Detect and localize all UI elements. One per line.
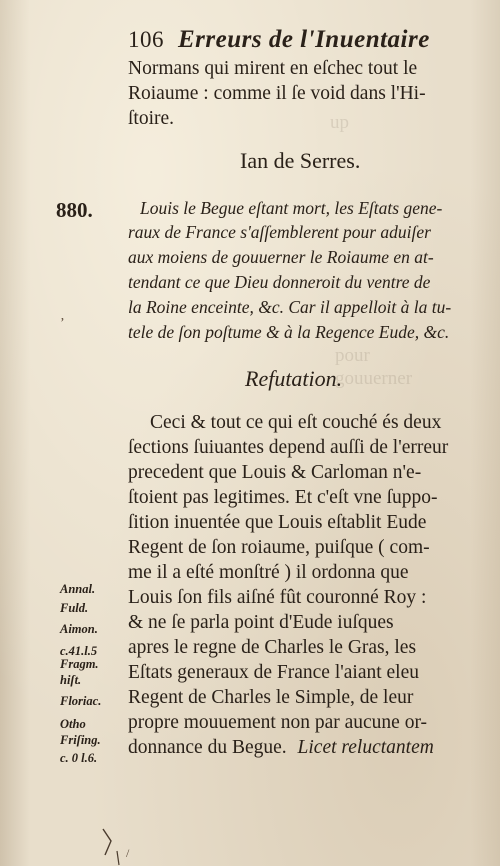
body-line: Ceci & tout ce qui eſt couché és deux [150,412,442,433]
body-line: Regent de ſon roiaume, puiſque ( com- [128,537,430,558]
margin-note: c. 0 l.6. [60,751,98,765]
margin-note: Annal. [60,582,96,596]
margin-note: c.41.l.5 [60,644,98,658]
page-number: 106 [128,27,164,52]
show-through-text: pour [335,345,370,366]
body-line: me il a eſté monſtré ) il ordonna que [128,562,409,583]
body-line: Regent de Charles le Simple, de leur [128,687,414,708]
body-line [128,737,486,759]
show-through-text: up [330,112,349,133]
body-line: ſition inuentée que Louis eſtablit Eude [128,512,427,533]
body-line: & ne ſe parla point d'Eude iuſques [128,612,394,633]
latin-quote: Licet reluctantem [297,737,434,758]
margin-note: Fuld. [60,601,89,615]
body-line: ſtoient pas legitimes. Et c'eſt vne ſuppo- [128,487,438,508]
margin-note: Friſing. [60,733,101,747]
text-line: Roiaume : comme il ſe void dans l'Hi- [128,83,426,104]
text-line: ſtoire. [128,108,175,129]
quote-line: aux moiens de gouuerner le Roiaume en at- [128,247,434,267]
quote-line: Louis le Begue eſtant mort, les Eſtats gene- [140,198,443,218]
margin-note: hiſt. [60,673,82,687]
body-line: Louis ſon fils aiſné fût couronné Roy : [128,587,427,608]
section-heading: Refutation. [245,366,343,391]
quote-line: tele de ſon poſtume & à la Regence Eude, &c. [128,322,450,342]
margin-note: Fragm. [60,657,99,671]
text-line: Normans qui mirent en eſchec tout le [128,58,418,79]
body-line: Eſtats generaux de France l'aiant eleu [128,662,420,683]
running-title: Erreurs de l'Inuentaire [178,26,430,53]
quote-line: raux de France s'aſſemblerent pour aduiſer [128,222,431,242]
quote-line: la Roine enceinte, &c. Car il appelloit à la tu- [128,297,452,317]
ink-mark: ʼ [60,316,65,331]
body-line: ſections ſuiuantes depend auſſi de l'erreur [128,437,449,458]
margin-note: Aimon. [60,622,98,636]
body-line: precedent que Louis & Carloman n'e- [128,462,422,483]
ink-mark: / [126,846,130,860]
quote-line: tendant ce que Dieu donneroit du ventre de [128,272,431,292]
body-line: propre mouuement non par aucune or- [128,712,428,733]
show-through-text: gouuerner [335,368,413,389]
margin-note: Floriac. [60,694,102,708]
margin-note: Otho [60,717,86,731]
body-line: apres le regne de Charles le Gras, les [128,637,417,658]
section-heading: Ian de Serres. [240,148,361,173]
running-head [128,26,478,54]
section-number: 880. [56,198,93,222]
body-line-text: donnance du Begue. [128,737,287,758]
